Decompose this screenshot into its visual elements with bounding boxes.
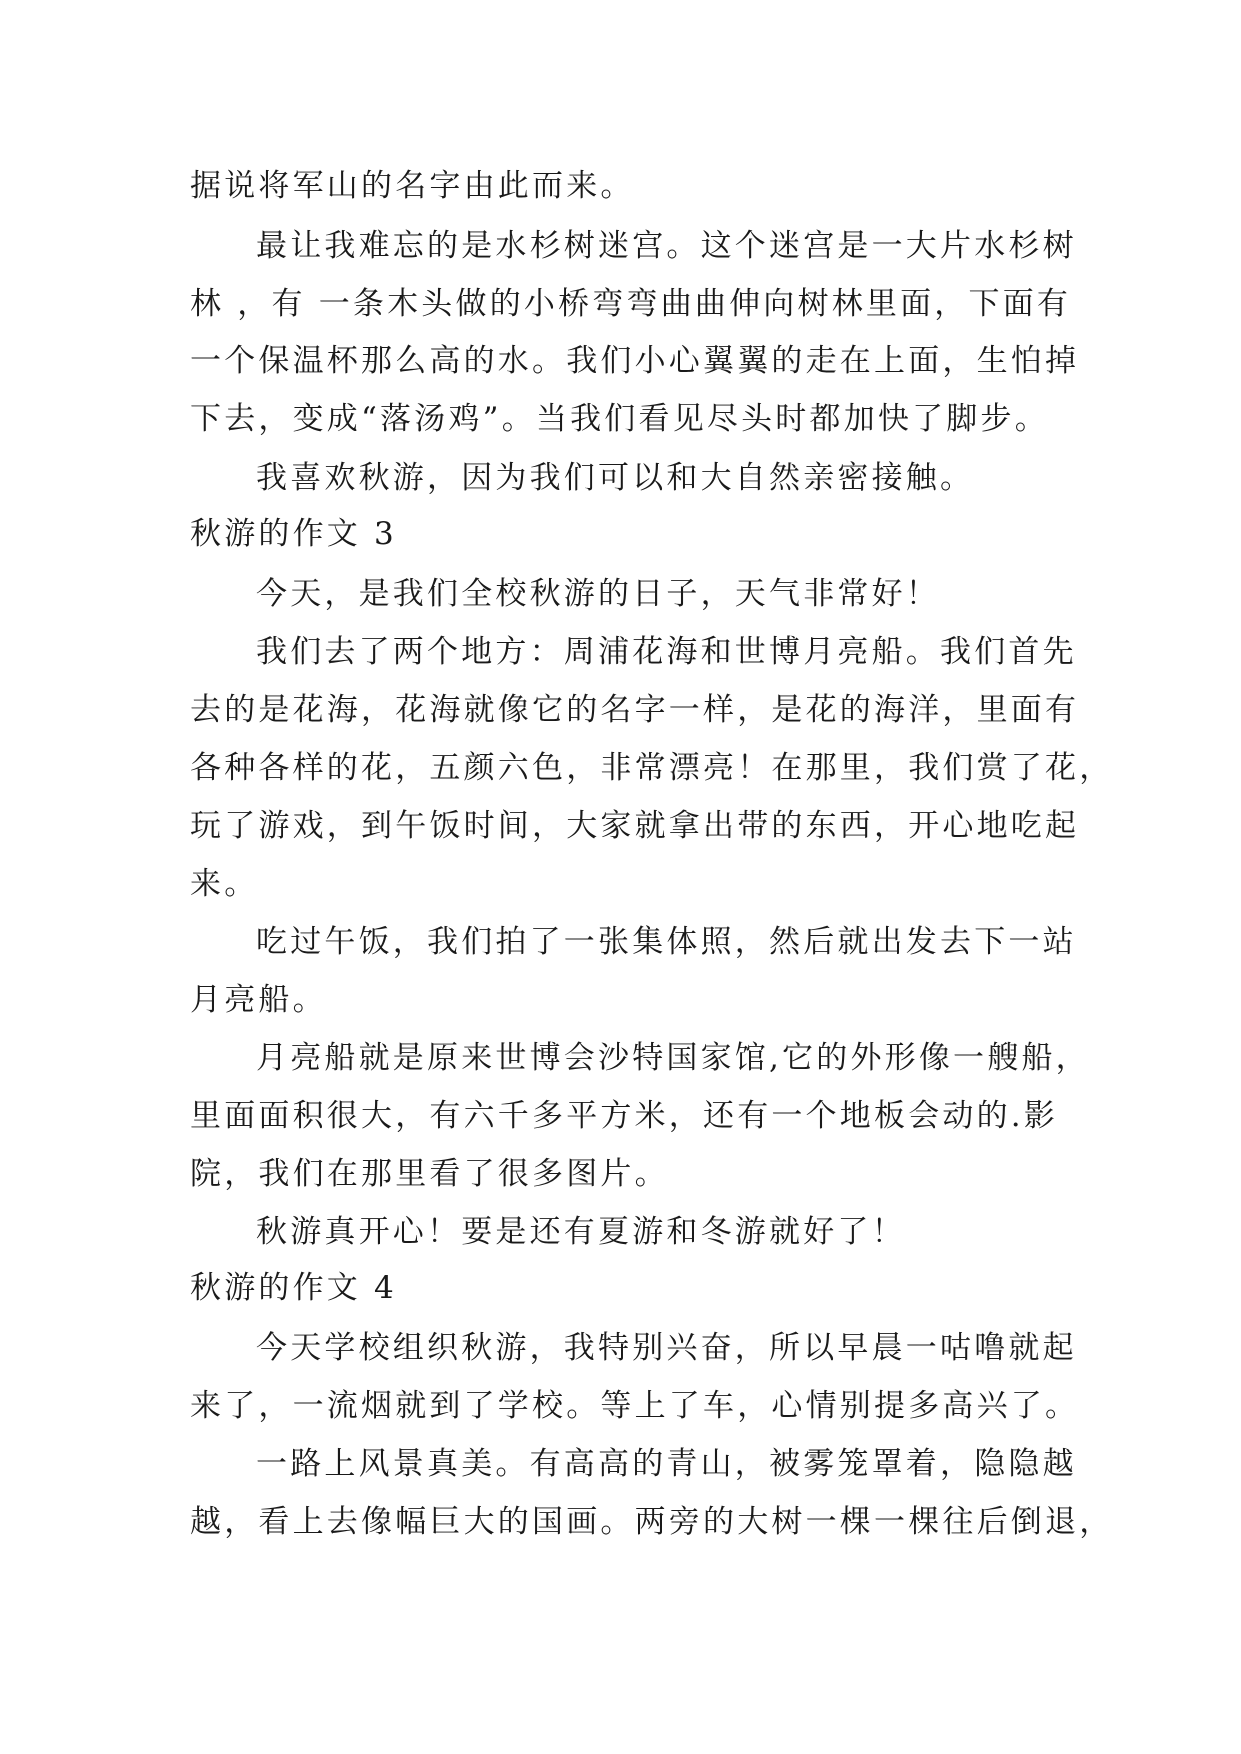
text-line: 里面面积很大，有六千多平方米，还有一个地板会动的.影 [190, 1098, 1059, 1134]
text-line: 据说将军山的名字由此而来。 [190, 168, 635, 204]
text-line: 月亮船。 [190, 982, 327, 1018]
paragraph-start-line: 我喜欢秋游，因为我们可以和大自然亲密接触。 [256, 460, 975, 496]
text-line: 院，我们在那里看了很多图片。 [190, 1156, 669, 1192]
paragraph-start-line: 今天，是我们全校秋游的日子，天气非常好！ [256, 576, 940, 612]
text-line: 玩了游戏，到午饭时间，大家就拿出带的东西，开心地吃起 [190, 808, 1080, 844]
paragraph-start-line: 月亮船就是原来世博会沙特国家馆,它的外形像一艘船， [256, 1040, 1090, 1076]
paragraph-start-line: 吃过午饭，我们拍了一张集体照，然后就出发去下一站 [256, 924, 1077, 960]
paragraph-start-line: 一路上风景真美。有高高的青山，被雾笼罩着，隐隐越 [256, 1446, 1077, 1482]
text-line: 林 ，有 一条木头做的小桥弯弯曲曲伸向树林里面，下面有 [190, 286, 1072, 322]
section-heading: 秋游的作文 3 [190, 516, 397, 552]
text-line: 越，看上去像幅巨大的国画。两旁的大树一棵一棵往后倒退， [190, 1504, 1114, 1540]
text-line: 各种各样的花，五颜六色，非常漂亮！在那里，我们赏了花， [190, 750, 1114, 786]
section-heading: 秋游的作文 4 [190, 1270, 397, 1306]
paragraph-start-line: 今天学校组织秋游，我特别兴奋，所以早晨一咕噜就起 [256, 1330, 1077, 1366]
paragraph-start-line: 我们去了两个地方：周浦花海和世博月亮船。我们首先 [256, 634, 1077, 670]
text-line: 来了，一流烟就到了学校。等上了车，心情别提多高兴了。 [190, 1388, 1080, 1424]
text-line: 下去，变成“落汤鸡”。当我们看见尽头时都加快了脚步。 [190, 401, 1049, 437]
paragraph-start-line: 最让我难忘的是水杉树迷宫。这个迷宫是一大片水杉树 [256, 228, 1077, 264]
text-line: 去的是花海，花海就像它的名字一样，是花的海洋，里面有 [190, 692, 1080, 728]
text-line: 一个保温杯那么高的水。我们小心翼翼的走在上面，生怕掉 [190, 343, 1080, 379]
text-line: 来。 [190, 866, 259, 902]
paragraph-start-line: 秋游真开心！要是还有夏游和冬游就好了！ [256, 1214, 906, 1250]
